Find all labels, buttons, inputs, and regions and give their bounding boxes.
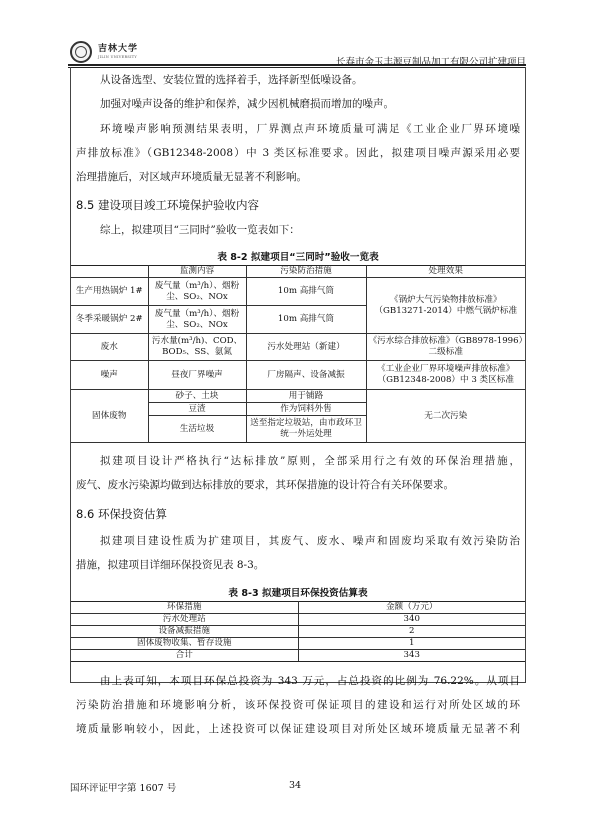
table-row-measure: 设备减振措施 [71,626,298,638]
table-header-amount: 金额（万元） [298,602,525,614]
page-number: 34 [289,780,302,791]
table-row-amount: 1 [298,638,525,650]
table-row-amount: 2 [298,626,525,638]
investment-table [71,601,525,662]
table-8-3-caption: 表 8-3 拟建项目环保投资估算表 [228,588,368,599]
table-cell-solid-item: 生活垃圾 [148,416,246,443]
table-row-measure: 污水处理站 [71,614,298,626]
table-cell-boiler2-measure: 10m 高排气筒 [246,306,366,334]
logo-english-name: JILIN UNIVERSITY [98,54,138,59]
table-header-measures: 污染防治措施 [246,266,366,278]
table-header-monitoring: 监测内容 [148,266,246,278]
table-cell-water-measure: 污水处理站（新建） [246,334,366,361]
table-cell-noise-item: 昼夜厂界噪声 [148,361,246,390]
paragraph-noise-line2: 声排放标准》（GB12348-2008）中 3 类区标准要求。因此，拟建项目噪声源采用必要 [76,147,520,159]
table-cell-solid-measure: 作为饲料外售 [246,403,366,416]
project-title: 长春市金玉丰源豆制品加工有限公司扩建项目 [335,57,526,68]
header-rule [68,64,526,66]
table-cell-boiler1-measure: 10m 高排气筒 [246,278,366,306]
university-seal-icon [70,41,92,63]
table-header-category [71,266,148,278]
paragraph-investment-line2: 措施，拟建项目详细环保投资见表 8-3。 [76,559,265,571]
paragraph-conclusion-line1: 由上表可知，本项目环保总投资为 343 万元，占总投资的比例为 76.22%。从项目 [100,675,520,687]
table-cell-water-effect: 《污水综合排放标准》（GB8978-1996）二级标准 [366,334,525,361]
table-cell-solid-item: 豆渣 [148,403,246,416]
table-cell-boiler1: 生产用热锅炉 1# [71,278,148,306]
table-cell-solid-measure: 送至指定垃圾站，由市政环卫统一外运处理 [246,416,366,443]
table-row-total-label: 合计 [71,650,298,662]
paragraph-standards-line2: 废气、废水污染源均做到达标排放的要求，其环保措施的设计符合有关环保要求。 [76,479,454,491]
section-heading-8-6: 8.6 环保投资估算 [76,507,167,521]
table-cell-boiler2-item: 废气量（m³/h）、烟粉尘、SO₂、NOx [148,306,246,334]
table-cell-boiler-effect: 《锅炉大气污染物排放标准》（GB13271-2014）中燃气锅炉标准 [366,278,525,334]
certificate-number: 国环评证甲字第 1607 号 [70,783,177,794]
paragraph-summary: 综上，拟建项目“三同时”验收一览表如下： [100,224,300,236]
page-header [68,36,526,66]
paragraph-noise-line1: 环境噪声影响预测结果表明，厂界测点声环境质量可满足《工业企业厂界环境噪 [100,123,520,135]
table-cell-boiler1-item: 废气量（m³/h）、烟粉尘、SO₂、NOx [148,278,246,306]
table-cell-noise-effect: 《工业企业厂界环境噪声排放标准》（GB12348-2008）中 3 类区标准 [366,361,525,390]
university-logo [70,40,170,64]
table-cell-water: 废水 [71,334,148,361]
paragraph-conclusion-line3: 境质量影响较小，因此，上述投资可以保证建设项目对所处区域环境质量无显著不利 [76,723,520,735]
paragraph-investment-line1: 拟建项目建设性质为扩建项目，其废气、废水、噪声和固废均采取有效污染防治 [100,535,520,547]
table-row-amount: 340 [298,614,525,626]
table-cell-boiler2: 冬季采暖锅炉 2# [71,306,148,334]
table-header-measure: 环保措施 [71,602,298,614]
table-row-total-amount: 343 [298,650,525,662]
table-8-2-caption: 表 8-2 拟建项目“三同时”验收一览表 [217,252,379,263]
paragraph-conclusion-line2: 污染防治措施和环境影响分析，该环保投资可保证项目的建设和运行对所处区域的环 [76,699,520,711]
table-header-effect: 处理效果 [366,266,525,278]
table-cell-noise-measure: 厂房隔声、设备减振 [246,361,366,390]
section-heading-8-5: 8.5 建设项目竣工环境保护验收内容 [76,198,259,212]
table-row-measure: 固体废物收集、暂存设施 [71,638,298,650]
paragraph-noise-line3: 治理措施后，对区域声环境质量无显著不利影响。 [76,171,307,183]
paragraph-equipment-selection: 从设备选型、安装位置的选择着手，选择新型低噪设备。 [100,74,363,86]
table-cell-noise: 噪声 [71,361,148,390]
table-cell-solid-item: 砂子、土块 [148,390,246,403]
paragraph-standards-line1: 拟建项目设计严格执行“达标排放”原则，全部采用行之有效的环保治理措施， [100,455,520,467]
table-cell-solid-effect: 无二次污染 [366,390,525,443]
table-cell-solid-measure: 用于铺路 [246,390,366,403]
three-simultaneous-table [71,265,525,443]
logo-chinese-name: 吉林大学 [98,43,139,54]
table-cell-solid: 固体废物 [71,390,148,443]
table-cell-water-item: 污水量(m³/h)、COD、BOD₅、SS、氨氮 [148,334,246,361]
paragraph-maintenance: 加强对噪声设备的维护和保养，减少因机械磨损而增加的噪声。 [100,98,394,110]
